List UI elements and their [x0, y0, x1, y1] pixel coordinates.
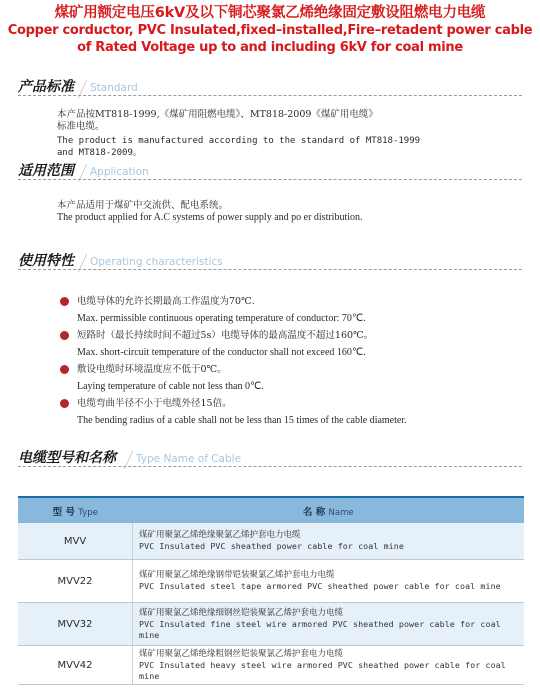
- standard-cn-line2: 标准电缆。: [57, 121, 105, 132]
- standard-divider: [18, 95, 522, 96]
- operating-heading: [0, 250, 540, 272]
- operating-item-2-cn: 短路时（最长持续时间不超过5s）电缆导体的最高温度不超过160℃。: [77, 330, 374, 341]
- model-cell: MVV32: [18, 603, 133, 646]
- application-heading: [0, 160, 540, 182]
- operating-subtitle: Operating characteristics: [90, 256, 223, 268]
- standard-heading: [0, 76, 540, 98]
- standard-en-line2: and MT818-2009。: [57, 148, 142, 158]
- operating-item-3-cn: 敷设电缆时环境温度应不低于0℃。: [77, 364, 227, 375]
- table-row: [18, 603, 524, 646]
- bullet-icon: [60, 331, 69, 340]
- model-cell: MVV22: [18, 560, 133, 603]
- name-cell: [133, 523, 525, 560]
- operating-item-1-en: Max. permissible continuous operating temperature of conductor: 70℃.: [77, 313, 366, 324]
- title-en-line1: Copper corductor, PVC Insulated,fixed–installed,Fire–retadent power cable: [7, 23, 533, 38]
- operating-item-4-cn: 电缆弯曲半径不小于电缆外径15倍。: [77, 398, 232, 409]
- operating-title: 使用特性: [18, 253, 74, 269]
- model-cell: MVV42: [18, 646, 133, 685]
- table-row: [18, 523, 524, 560]
- application-title: 适用范围: [18, 163, 74, 179]
- operating-divider: [18, 269, 522, 270]
- title-en-line2: of Rated Voltage up to and including 6kV for coal mine: [77, 40, 463, 55]
- types-divider: [18, 466, 522, 467]
- document-title: [0, 4, 540, 56]
- operating-item-4-en: The bending radius of a cable shall not be less than 15 times of the cable diameter.: [77, 415, 407, 426]
- types-subtitle: Type Name of Cable: [136, 453, 242, 465]
- header-name-en: Name: [328, 507, 354, 518]
- application-en: The product applied for A.C systems of power supply and po er distribution.: [57, 212, 363, 223]
- standard-subtitle: Standard: [90, 82, 138, 94]
- name-en: PVC Insulated fine steel wire armored PVC sheathed power cable for coal mine: [139, 618, 501, 640]
- name-cell: [133, 560, 525, 603]
- application-cn: 本产品适用于煤矿中交流供、配电系统。: [57, 200, 229, 211]
- name-cn: 煤矿用聚氯乙烯绝缘钢带铠装聚氯乙烯护套电力电缆: [139, 570, 335, 580]
- name-en: PVC Insulated PVC sheathed power cable for coal mine: [139, 541, 404, 551]
- header-model: [18, 497, 133, 523]
- title-cn: 煤矿用额定电压6kV及以下铜芯聚氯乙烯绝缘固定敷设阻燃电力电缆: [54, 5, 486, 21]
- name-cn: 煤矿用聚氯乙烯绝缘细钢丝铠装聚氯乙烯护套电力电缆: [139, 607, 344, 618]
- standard-cn-line1: 本产品按MT818-1999,《煤矿用阻燃电缆》、MT818-2009《煤矿用电缆》: [57, 109, 378, 120]
- name-en: PVC Insulated steel tape armored PVC sheathed power cable for coal mine: [139, 581, 501, 591]
- standard-en-line1: The product is manufactured according to the standard of MT818-1999: [57, 136, 421, 146]
- model-cell: MVV: [18, 523, 133, 560]
- types-heading: [0, 447, 540, 469]
- standard-section: [0, 76, 540, 98]
- operating-section: [0, 250, 540, 272]
- table-row: [18, 560, 524, 603]
- operating-item-2-en: Max. short-circuit temperature of the conductor shall not exceed 160℃.: [77, 347, 366, 358]
- application-section: [0, 160, 540, 182]
- table-row: [18, 646, 524, 685]
- application-divider: [18, 179, 522, 180]
- cable-types-table: [18, 496, 524, 685]
- header-model-en: Type: [78, 507, 98, 518]
- bullet-icon: [60, 297, 69, 306]
- table-header-row: [18, 497, 524, 523]
- header-model-cn: 型 号: [52, 506, 75, 518]
- name-cn: 煤矿用聚氯乙烯绝缘聚氯乙烯护套电力电缆: [139, 530, 301, 540]
- application-subtitle: Application: [90, 166, 149, 178]
- operating-item-3-en: Laying temperature of cable not less than 0℃.: [77, 381, 264, 392]
- types-title: 电缆型号和名称: [18, 450, 116, 466]
- bullet-icon: [60, 365, 69, 374]
- types-section: [0, 447, 540, 469]
- standard-title: 产品标准: [18, 79, 74, 95]
- bullet-icon: [60, 399, 69, 408]
- header-name: [133, 497, 525, 523]
- name-cell: [133, 646, 525, 685]
- name-en: PVC Insulated heavy steel wire armored PVC sheathed power cable for coal mine: [139, 659, 506, 681]
- header-name-cn: 名 称: [302, 506, 326, 518]
- name-cn: 煤矿用聚氯乙烯绝缘粗钢丝铠装聚氯乙烯护套电力电缆: [139, 648, 344, 659]
- name-cell: [133, 603, 525, 646]
- operating-item-1-cn: 电缆导体的允许长期最高工作温度为70℃.: [77, 296, 255, 307]
